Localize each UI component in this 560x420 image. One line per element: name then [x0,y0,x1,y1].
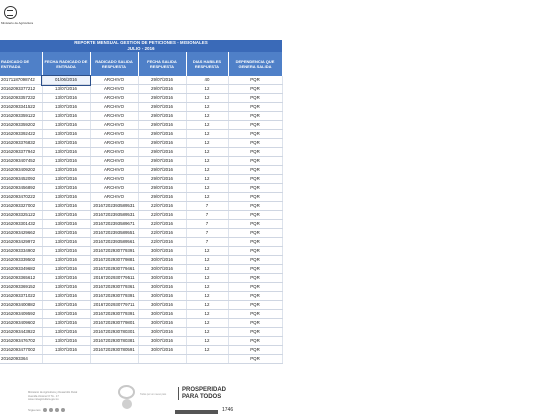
report-table-container [0,40,282,364]
table-cell[interactable]: 20167202930779361 [90,283,138,292]
table-cell[interactable]: 7 [186,202,228,211]
table-cell[interactable]: ARCHIVO [90,184,138,193]
footer-address-line: Ministerio de Agricultura y Desarrollo Rural [28,391,78,394]
table-cell[interactable]: 29/07/2016 [138,166,186,175]
table-cell[interactable]: PQR [228,139,282,148]
table-cell[interactable]: 12 [186,139,228,148]
table-row [0,346,282,355]
table-row [0,175,282,184]
table-row [0,265,282,274]
facebook-icon[interactable] [43,408,47,412]
table-cell[interactable]: 30/07/2016 [138,274,186,283]
table-cell[interactable]: 13/07/2016 [42,193,90,202]
table-row [0,139,282,148]
footer-address [28,391,77,402]
table-cell[interactable]: 12 [186,346,228,355]
table-row [0,193,282,202]
table-cell[interactable]: 22/07/2016 [138,202,186,211]
table-cell[interactable]: PQR [228,220,282,229]
table-cell[interactable]: ARCHIVO [90,175,138,184]
table-cell[interactable]: PQR [228,355,282,364]
table-cell[interactable]: 13/07/2016 [42,121,90,130]
table-cell[interactable]: 12 [186,157,228,166]
column-header[interactable]: FECHA RADICADO DE ENTRADA [42,52,90,76]
twitter-icon[interactable] [49,408,53,412]
table-cell[interactable]: 13/07/2016 [42,184,90,193]
table-cell[interactable]: ARCHIVO [90,130,138,139]
table-cell[interactable]: 12 [186,247,228,256]
table-cell[interactable]: 29/07/2016 [138,157,186,166]
table-cell[interactable]: 20167202393589531 [90,211,138,220]
table-row [0,310,282,319]
table-cell[interactable]: 20167202930779881 [90,256,138,265]
table-cell[interactable]: 20162093452092 [0,175,42,184]
social-label: Síguenos [28,408,41,412]
table-cell[interactable]: PQR [228,157,282,166]
table-cell[interactable]: 20162093371022 [0,292,42,301]
table-cell[interactable]: 13/07/2016 [42,130,90,139]
table-row [0,229,282,238]
table-cell[interactable]: PQR [228,202,282,211]
table-cell[interactable]: PQR [228,76,282,85]
table-cell[interactable]: 20162093359122 [0,112,42,121]
table-cell[interactable]: 20167202930779461 [90,265,138,274]
table-cell[interactable]: 29/07/2016 [138,184,186,193]
table-cell[interactable]: PQR [228,346,282,355]
table-cell[interactable]: 13/07/2016 [42,112,90,121]
table-cell[interactable]: 12 [186,103,228,112]
table-cell[interactable]: 12 [186,310,228,319]
table-cell[interactable] [42,355,90,364]
table-cell[interactable]: 13/07/2016 [42,139,90,148]
table-cell[interactable]: 30/07/2016 [138,328,186,337]
table-cell[interactable]: 30/07/2016 [138,310,186,319]
table-cell[interactable]: 12 [186,148,228,157]
table-row [0,319,282,328]
table-cell[interactable]: PQR [228,328,282,337]
logo-text: Ministerio de Agricultura [1,21,34,25]
table-cell[interactable]: 29/07/2016 [138,94,186,103]
table-cell[interactable]: PQR [228,301,282,310]
table-cell[interactable]: PQR [228,256,282,265]
table-cell[interactable]: 20162093339502 [0,256,42,265]
table-cell[interactable]: 20167202393589531 [90,202,138,211]
table-cell[interactable]: 20162093456892 [0,184,42,193]
table-cell[interactable]: 13/07/2016 [42,256,90,265]
table-cell[interactable]: 12 [186,121,228,130]
table-cell[interactable]: 30/07/2016 [138,319,186,328]
table-cell[interactable]: 12 [186,319,228,328]
table-cell[interactable]: PQR [228,193,282,202]
table-cell[interactable]: 13/07/2016 [42,346,90,355]
table-cell[interactable]: 12 [186,256,228,265]
table-cell[interactable] [186,355,228,364]
table-row [0,220,282,229]
table-cell[interactable]: 20167202930779711 [90,301,138,310]
table-cell[interactable]: 22/07/2016 [138,220,186,229]
report-title-bar [0,40,282,52]
table-row [0,121,282,130]
table-cell[interactable]: 13/07/2016 [42,283,90,292]
table-row [0,112,282,121]
table-cell[interactable]: ARCHIVO [90,121,138,130]
table-cell[interactable]: 20167202930779801 [90,319,138,328]
column-header[interactable]: RADICADO SALIDA RESPUESTA [90,52,138,76]
table-cell[interactable]: 13/07/2016 [42,274,90,283]
table-cell[interactable]: 7 [186,238,228,247]
table-row [0,85,282,94]
table-cell[interactable]: 12 [186,94,228,103]
report-period: JULIO - 2016 [127,46,155,51]
table-cell[interactable]: 29/07/2016 [138,193,186,202]
table-cell[interactable]: 20162093365612 [0,274,42,283]
table-cell[interactable]: 22/07/2016 [138,211,186,220]
table-cell[interactable]: 20162093334902 [0,247,42,256]
table-cell[interactable]: PQR [228,274,282,283]
colombia-seal-icon [4,6,17,19]
table-cell[interactable]: 13/07/2016 [42,238,90,247]
table-cell[interactable]: 30/07/2016 [138,265,186,274]
table-cell[interactable]: 40 [186,76,228,85]
table-cell[interactable]: 20167202393589671 [90,220,138,229]
table-cell[interactable]: 12 [186,337,228,346]
table-cell[interactable]: 30/07/2016 [138,256,186,265]
table-cell[interactable]: 29/07/2016 [138,175,186,184]
table-cell[interactable]: 20162093477002 [0,346,42,355]
government-seal-base-icon [122,399,132,409]
table-cell[interactable]: ARCHIVO [90,166,138,175]
table-cell[interactable]: 22/07/2016 [138,229,186,238]
table-cell[interactable]: 20162093429972 [0,238,42,247]
table-cell[interactable]: PQR [228,319,282,328]
table-cell[interactable]: 20162093429662 [0,229,42,238]
table-cell[interactable]: PQR [228,238,282,247]
table-row [0,184,282,193]
table-cell[interactable]: 20162093409592 [0,310,42,319]
table-cell[interactable]: 20162093325122 [0,211,42,220]
table-row [0,166,282,175]
social-links [28,408,65,412]
table-row [0,76,282,85]
table-cell[interactable]: ARCHIVO [90,148,138,157]
table-cell[interactable]: 13/07/2016 [42,148,90,157]
table-cell[interactable]: 12 [186,193,228,202]
table-cell[interactable]: 13/07/2016 [42,157,90,166]
table-cell[interactable]: ARCHIVO [90,157,138,166]
table-header-row [0,52,282,76]
table-row [0,157,282,166]
table-cell[interactable]: 20167202930779391 [90,247,138,256]
table-cell[interactable]: ARCHIVO [90,139,138,148]
table-row [0,292,282,301]
table-cell[interactable]: 13/07/2016 [42,247,90,256]
table-cell[interactable]: PQR [228,292,282,301]
table-cell[interactable]: 29/07/2016 [138,148,186,157]
column-header[interactable]: RADICADO DE ENTRADA [0,52,42,76]
table-cell[interactable]: 12 [186,328,228,337]
table-cell[interactable]: PQR [228,247,282,256]
table-row [0,211,282,220]
table-body [0,76,282,364]
footer-website[interactable]: www.minagricultura.gov.co [28,398,59,402]
table-cell[interactable]: ARCHIVO [90,76,138,85]
table-row [0,256,282,265]
column-header[interactable]: DEPENDENCIA QUE GENERA SALIDA [228,52,282,76]
youtube-icon[interactable] [55,408,59,412]
petitions-table [0,52,283,364]
table-cell[interactable]: ARCHIVO [90,103,138,112]
table-cell[interactable]: 20171187098742 [0,76,42,85]
table-cell[interactable]: PQR [228,211,282,220]
table-cell[interactable]: 20167202930779391 [90,310,138,319]
table-cell[interactable]: 20167202393589561 [90,238,138,247]
table-cell[interactable]: 29/07/2016 [138,76,186,85]
table-cell[interactable]: 13/07/2016 [42,211,90,220]
table-cell[interactable]: 12 [186,85,228,94]
table-row [0,238,282,247]
table-cell[interactable]: 20162093409602 [0,319,42,328]
table-cell[interactable]: 13/07/2016 [42,292,90,301]
table-cell[interactable]: 30/07/2016 [138,301,186,310]
table-cell[interactable]: 20162093377942 [0,148,42,157]
table-cell[interactable]: 7 [186,211,228,220]
table-cell[interactable]: PQR [228,175,282,184]
table-cell[interactable]: PQR [228,166,282,175]
table-cell[interactable]: 13/07/2016 [42,319,90,328]
table-cell[interactable]: PQR [228,337,282,346]
table-row [0,337,282,346]
prosperidad-logo [178,387,226,400]
table-cell[interactable]: 13/07/2016 [42,301,90,310]
table-cell[interactable]: 20162093364 [0,355,42,364]
table-cell[interactable]: PQR [228,184,282,193]
table-row [0,247,282,256]
prosperidad-line: PROSPERIDAD [182,387,227,393]
table-row [0,274,282,283]
table-cell[interactable]: 13/07/2016 [42,229,90,238]
table-cell[interactable]: ARCHIVO [90,85,138,94]
table-row [0,103,282,112]
table-cell[interactable]: ARCHIVO [90,112,138,121]
table-cell[interactable]: PQR [228,283,282,292]
table-cell[interactable]: 20167202930779511 [90,274,138,283]
table-cell[interactable]: 20167202930779391 [90,292,138,301]
column-header[interactable]: FECHA SALIDA RESPUESTA [138,52,186,76]
table-cell[interactable]: 20167202393589551 [90,229,138,238]
table-row [0,283,282,292]
table-cell[interactable]: 01/06/2016 [42,76,90,85]
table-cell[interactable]: PQR [228,112,282,121]
table-cell[interactable]: 20162093409202 [0,166,42,175]
table-cell[interactable]: 29/07/2016 [138,139,186,148]
table-cell[interactable]: 29/07/2016 [138,85,186,94]
table-cell[interactable] [90,355,138,364]
table-cell[interactable]: 20162093357232 [0,94,42,103]
table-cell[interactable]: PQR [228,265,282,274]
table-cell[interactable]: 13/07/2016 [42,175,90,184]
table-cell[interactable]: 20162093349682 [0,265,42,274]
table-cell[interactable]: 30/07/2016 [138,346,186,355]
table-cell[interactable]: 20162093392422 [0,130,42,139]
table-cell[interactable]: 20162093369152 [0,283,42,292]
table-cell[interactable]: 13/07/2016 [42,202,90,211]
government-seal-icon [118,385,135,399]
table-cell[interactable]: 13/07/2016 [42,85,90,94]
table-cell[interactable]: 29/07/2016 [138,130,186,139]
table-row [0,148,282,157]
table-row [0,328,282,337]
table-cell[interactable]: 20167202930780591 [90,346,138,355]
table-cell[interactable]: 12 [186,265,228,274]
table-cell[interactable]: 12 [186,184,228,193]
page-number: 1746 [222,407,234,413]
footer-address-line: Avenida Jiménez # 7A - 17 [28,394,59,398]
table-cell[interactable]: 30/07/2016 [138,337,186,346]
table-cell[interactable]: PQR [228,121,282,130]
table-cell[interactable]: 20162093377212 [0,85,42,94]
table-cell[interactable]: 20162093443922 [0,328,42,337]
table-cell[interactable]: 12 [186,292,228,301]
table-cell[interactable]: PQR [228,130,282,139]
table-cell[interactable]: ARCHIVO [90,193,138,202]
table-cell[interactable]: PQR [228,85,282,94]
table-cell[interactable]: 20167202930780301 [90,328,138,337]
table-row [0,130,282,139]
table-cell[interactable]: 12 [186,166,228,175]
table-cell[interactable]: ARCHIVO [90,94,138,103]
table-cell[interactable]: 12 [186,175,228,184]
table-cell[interactable]: PQR [228,310,282,319]
table-cell[interactable]: 20167202930780381 [90,337,138,346]
table-cell[interactable]: 13/07/2016 [42,166,90,175]
table-cell[interactable]: 13/07/2016 [42,265,90,274]
table-cell[interactable]: PQR [228,94,282,103]
table-row [0,355,282,364]
table-cell[interactable]: 7 [186,220,228,229]
table-cell[interactable]: 22/07/2016 [138,238,186,247]
table-cell[interactable]: 12 [186,283,228,292]
table-row [0,94,282,103]
report-title: REPORTE MENSUAL GESTION DE PETICIONES - MISIONALES [74,40,208,45]
column-header[interactable]: DIAS HABILES RESPUESTA [186,52,228,76]
table-cell[interactable]: PQR [228,148,282,157]
table-cell[interactable]: 20162093400882 [0,301,42,310]
table-cell[interactable]: 30/07/2016 [138,247,186,256]
table-row [0,301,282,310]
table-cell[interactable]: 20162093327002 [0,202,42,211]
table-cell[interactable]: 12 [186,112,228,121]
prosperidad-line: PARA TODOS [182,393,222,400]
table-cell[interactable]: 12 [186,274,228,283]
table-cell[interactable]: 20162093407452 [0,157,42,166]
barcode-icon [175,410,218,414]
table-cell[interactable]: 30/07/2016 [138,283,186,292]
table-cell[interactable]: 13/07/2016 [42,328,90,337]
table-cell[interactable]: 13/07/2016 [42,337,90,346]
table-cell[interactable]: 29/07/2016 [138,103,186,112]
table-cell[interactable]: 12 [186,301,228,310]
page-footer [0,382,282,418]
table-cell[interactable]: PQR [228,103,282,112]
table-cell[interactable]: 7 [186,229,228,238]
flickr-icon[interactable] [61,408,65,412]
table-cell[interactable]: 20162093301432 [0,220,42,229]
table-cell[interactable]: 30/07/2016 [138,292,186,301]
table-cell[interactable]: 20162093470222 [0,193,42,202]
table-cell[interactable]: 20162093359202 [0,121,42,130]
table-cell[interactable]: 13/07/2016 [42,220,90,229]
table-cell[interactable]: 13/07/2016 [42,103,90,112]
table-row [0,202,282,211]
table-cell[interactable]: 20162093376832 [0,139,42,148]
table-cell[interactable] [138,355,186,364]
seal-caption: Todos por un nuevo país [140,393,167,396]
table-cell[interactable]: 20162093476702 [0,337,42,346]
table-cell[interactable]: 13/07/2016 [42,310,90,319]
table-cell[interactable]: 29/07/2016 [138,121,186,130]
table-cell[interactable]: 20162093341522 [0,103,42,112]
table-cell[interactable]: 12 [186,130,228,139]
table-cell[interactable]: 13/07/2016 [42,94,90,103]
ministry-logo [1,6,34,34]
table-cell[interactable]: 29/07/2016 [138,112,186,121]
table-cell[interactable]: PQR [228,229,282,238]
